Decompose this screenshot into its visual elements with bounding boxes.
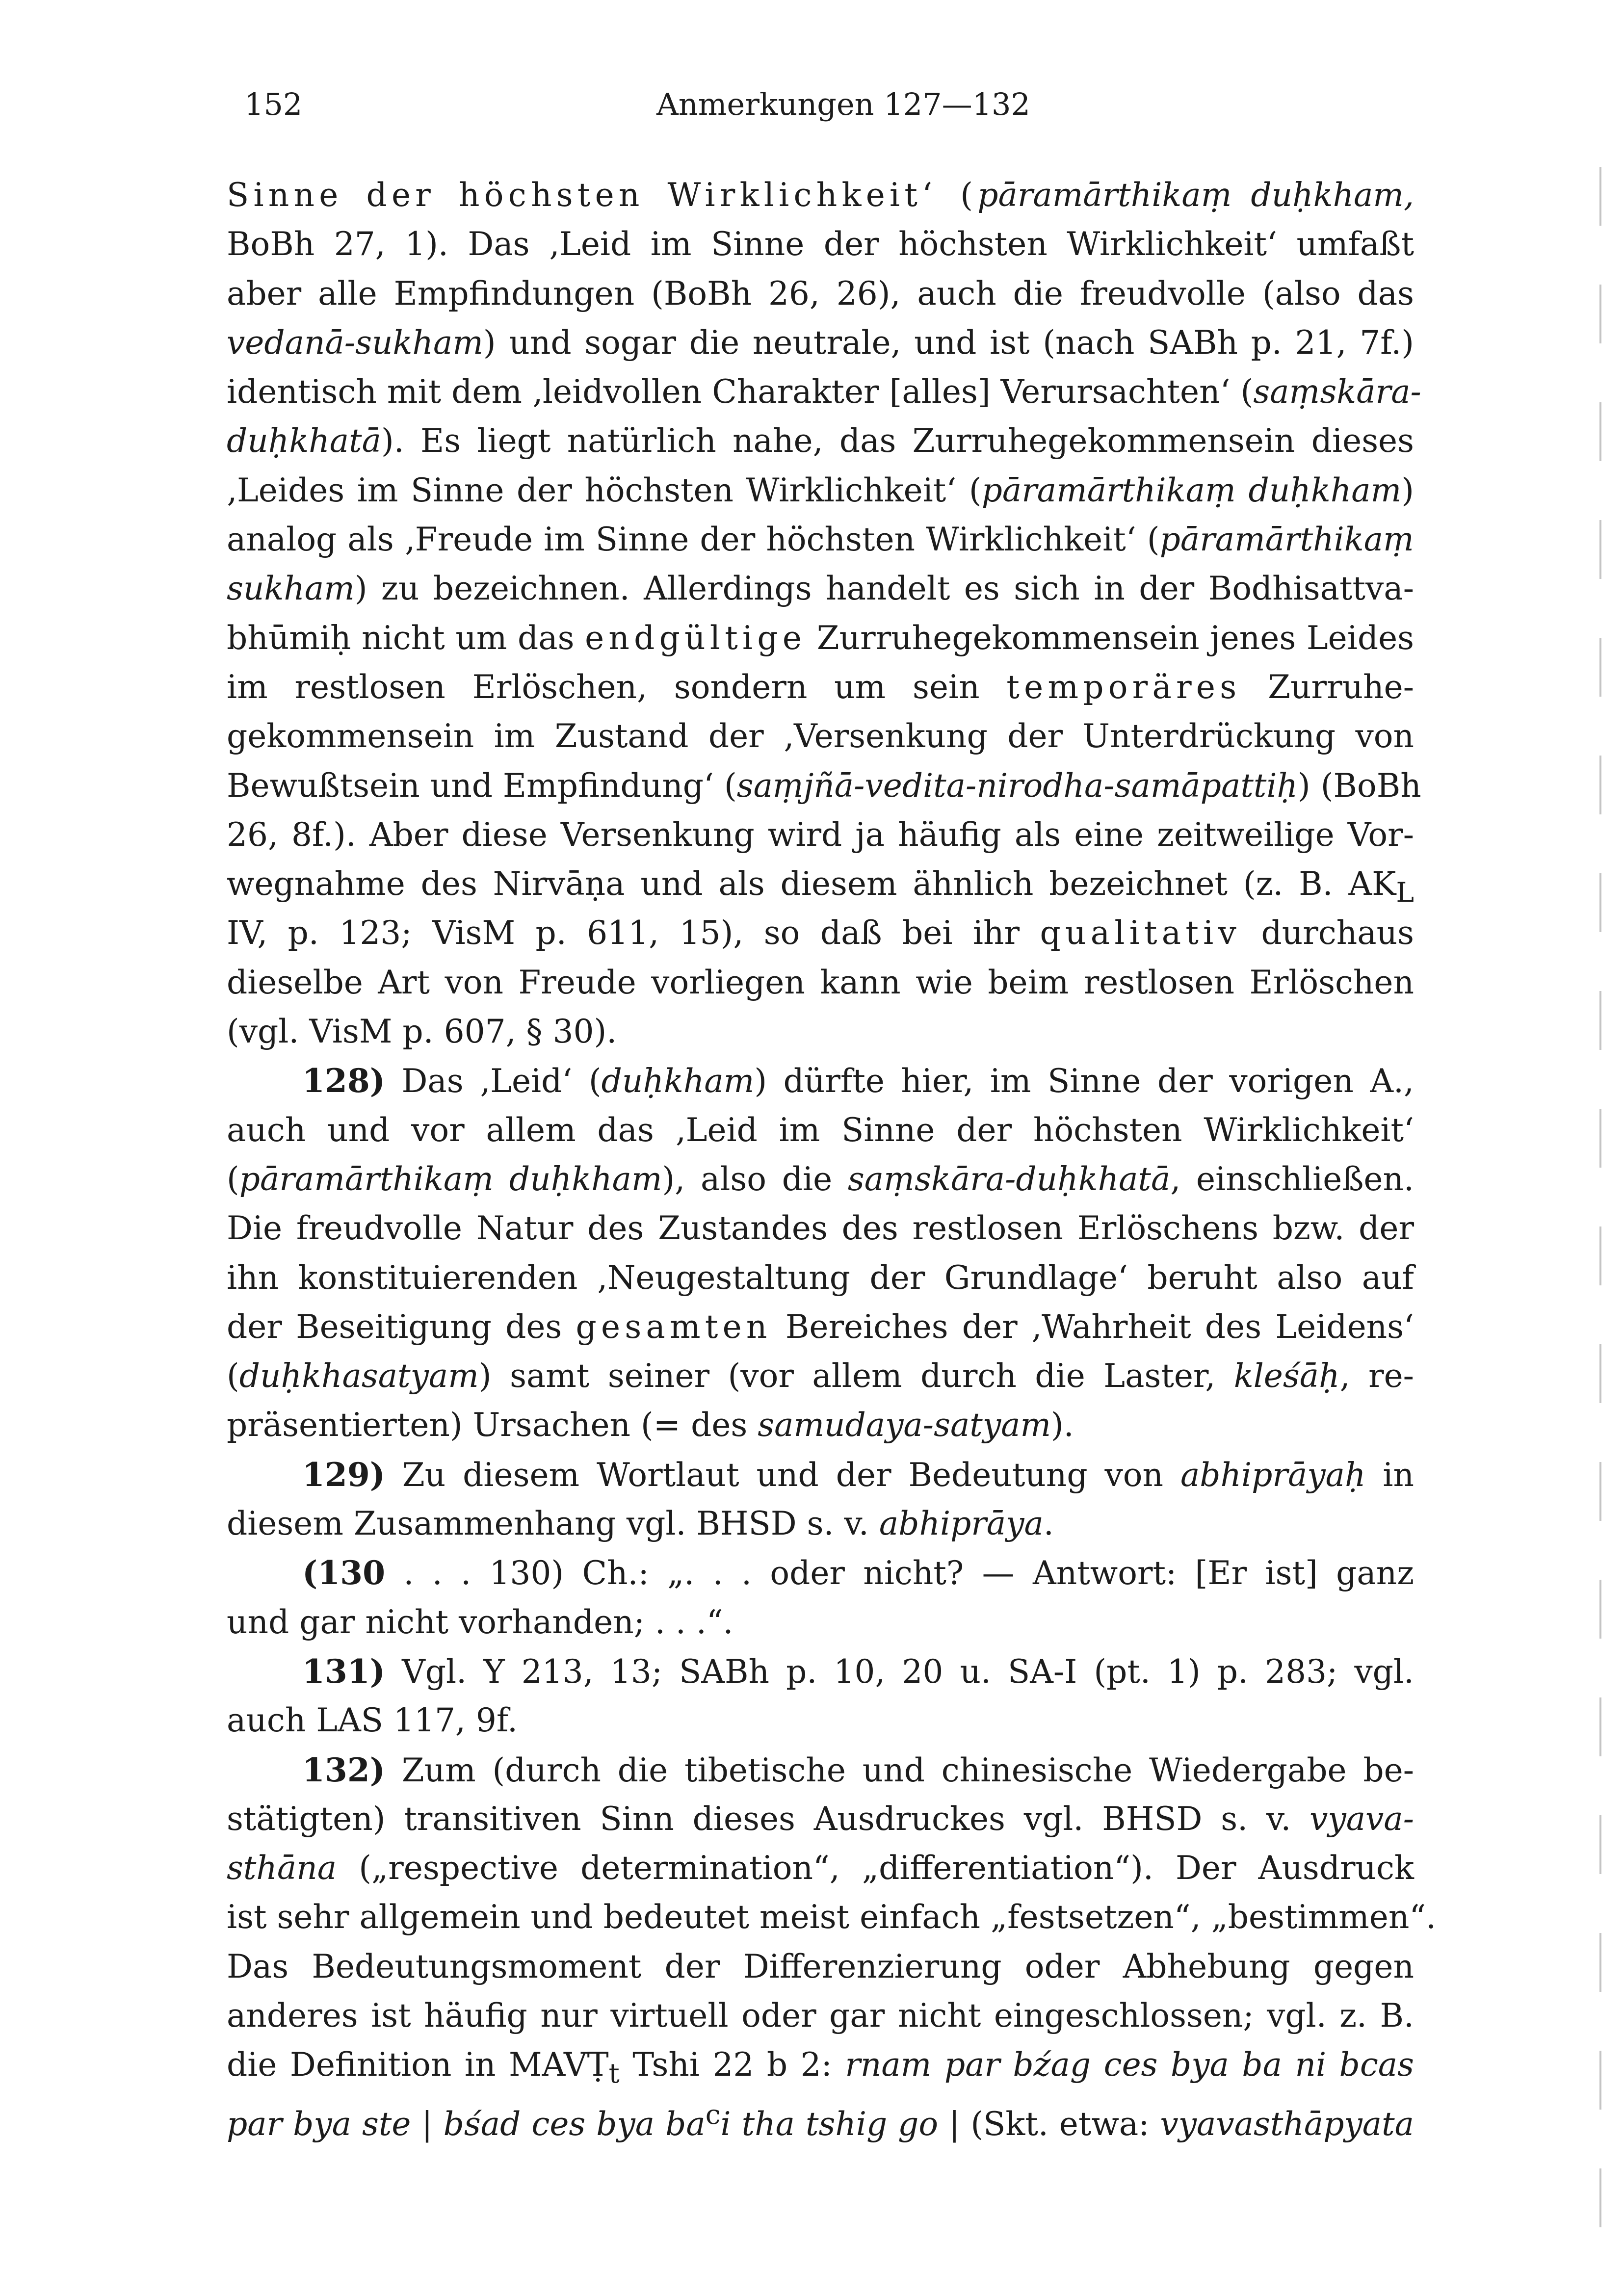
text-line: analog als ‚Freude im Sinne der höchsten Wirklichkeit‘ (pāramārthikaṃ — [227, 521, 1414, 559]
text-line: duḥkhatā). Es liegt natürlich nahe, das Zurruhegekommensein dieses — [227, 422, 1414, 460]
text-line: anderes ist häufig nur virtuell oder gar nicht eingeschlossen; vgl. z. B. — [227, 1996, 1414, 2035]
text-line: ihn konstituierenden ‚Neugestaltung der Grundlage‘ beruht also auf — [227, 1258, 1414, 1297]
text-line: ‚Leides im Sinne der höchsten Wirklichkeit‘ (pāramārthikaṃ duḥkham) — [227, 471, 1414, 509]
text-line: dieselbe Art von Freude vorliegen kann wie beim restlosen Erlöschen — [227, 963, 1414, 1001]
page-header — [244, 82, 1402, 127]
text-line: im restlosen Erlöschen, sondern um sein temporäres Zurruhe- — [227, 668, 1414, 706]
notes-body — [227, 171, 1437, 2143]
text-line: diesem Zusammenhang vgl. BHSD s. v. abhiprāya. — [227, 1505, 1054, 1543]
text-line: auch und vor allem das ‚Leid im Sinne der höchsten Wirklichkeit‘ — [227, 1111, 1414, 1149]
text-line: (vgl. VisM p. 607, § 30). — [227, 1013, 617, 1051]
text-line: ist sehr allgemein und bedeutet meist einfach „festsetzen“, „bestimmen“. — [227, 1898, 1437, 1936]
text-line: und gar nicht vorhanden; . . .“. — [227, 1603, 733, 1641]
text-line: vedanā-sukham) und sogar die neutrale, und ist (nach SABh p. 21, 7f.) — [227, 323, 1414, 362]
text-line: die Definition in MAVṬ$_t$ Tshi 22 b 2: rnam par bźag ces bya ba ni bcas — [227, 2046, 1414, 2089]
note-number: 132) — [302, 1750, 385, 1789]
text-line: identisch mit dem ‚leidvollen Charakter [alles] Verursachten‘ (saṃskāra- — [227, 373, 1421, 411]
text-line: Das Bedeutungsmoment der Differenzierung oder Abhebung gegen — [227, 1947, 1414, 1985]
note-128: 128) Das ‚Leid‘ (duḥkham) dürfte hier, im Sinne der vorigen A., — [302, 1062, 1414, 1100]
text-line: IV, p. 123; VisM p. 611, 15), so daß bei ihr qualitativ durchaus — [227, 914, 1414, 952]
text-line: par bya ste | bśad ces bya $ba^ci$ tha tshig go | (Skt. etwa: vyavasthāpyata — [227, 2098, 1414, 2143]
note-132: 132) Zum (durch die tibetische und chinesische Wiedergabe be- — [302, 1750, 1414, 1789]
note-number: 131) — [302, 1652, 385, 1691]
text-line: Sinne der höchsten Wirklichkeit‘ (pāramārthikaṃ duḥkham, — [227, 176, 1414, 214]
note-131: 131) Vgl. Y 213, 13; SABh p. 10, 20 u. SA-I (pt. 1) p. 283; vgl. — [302, 1652, 1414, 1691]
text-line: gekommensein im Zustand der ‚Versenkung der Unterdrückung von — [227, 717, 1414, 756]
note-129: 129) Zu diesem Wortlaut und der Bedeutung von abhiprāyaḥ in — [302, 1455, 1414, 1494]
text-line: der Beseitigung des gesamten Bereiches der ‚Wahrheit des Leidens‘ — [227, 1307, 1414, 1346]
text-line: 26, 8f.). Aber diese Versenkung wird ja häufig als eine zeitweilige Vor- — [227, 815, 1414, 854]
text-line: (duḥkhasatyam) samt seiner (vor allem durch die Laster, kleśāḥ, re- — [227, 1357, 1414, 1395]
text-line: wegnahme des Nirvāṇa und als diesem ähnlich bezeichnet (z. B. $AK_L$ — [227, 865, 1414, 909]
note-number: 128) — [302, 1062, 385, 1100]
text-line: BoBh 27, 1). Das ‚Leid im Sinne der höchsten Wirklichkeit‘ umfaßt — [227, 225, 1414, 263]
running-title: Anmerkungen 127—132 — [656, 86, 1030, 122]
text-line: sukham) zu bezeichnen. Allerdings handelt es sich in der Bodhisattva- — [227, 570, 1414, 608]
text-line: Bewußtsein und Empfindung‘ (saṃjñā-vedita-nirodha-samāpattiḥ) (BoBh — [227, 766, 1421, 805]
text-line: sthāna („respective determination“, „differentiation“). Der Ausdruck — [227, 1849, 1414, 1887]
page-number: 152 — [244, 86, 303, 122]
text-line: präsentierten) Ursachen (= des samudaya-satyam). — [227, 1406, 1074, 1444]
margin-rule — [1599, 167, 1601, 2276]
text-line: bhūmiḥ nicht um das endgültige Zurruhegekommensein jenes Leides — [227, 619, 1414, 657]
note-number: 129) — [302, 1455, 385, 1494]
text-line: (pāramārthikaṃ duḥkham), also die saṃskāra-duḥkhatā, einschließen. — [227, 1160, 1414, 1198]
note-number: (130 — [302, 1554, 385, 1592]
text-line: aber alle Empfindungen (BoBh 26, 26), auch die freudvolle (also das — [227, 274, 1414, 313]
text-line: stätigten) transitiven Sinn dieses Ausdruckes vgl. BHSD s. v. vyava- — [227, 1800, 1414, 1838]
text-line: auch LAS 117, 9f. — [227, 1701, 518, 1740]
note-130: (130 . . . 130) Ch.: „. . . oder nicht? — Antwort: [Er ist] ganz — [302, 1554, 1414, 1592]
text-line: Die freudvolle Natur des Zustandes des restlosen Erlöschens bzw. der — [227, 1209, 1414, 1248]
